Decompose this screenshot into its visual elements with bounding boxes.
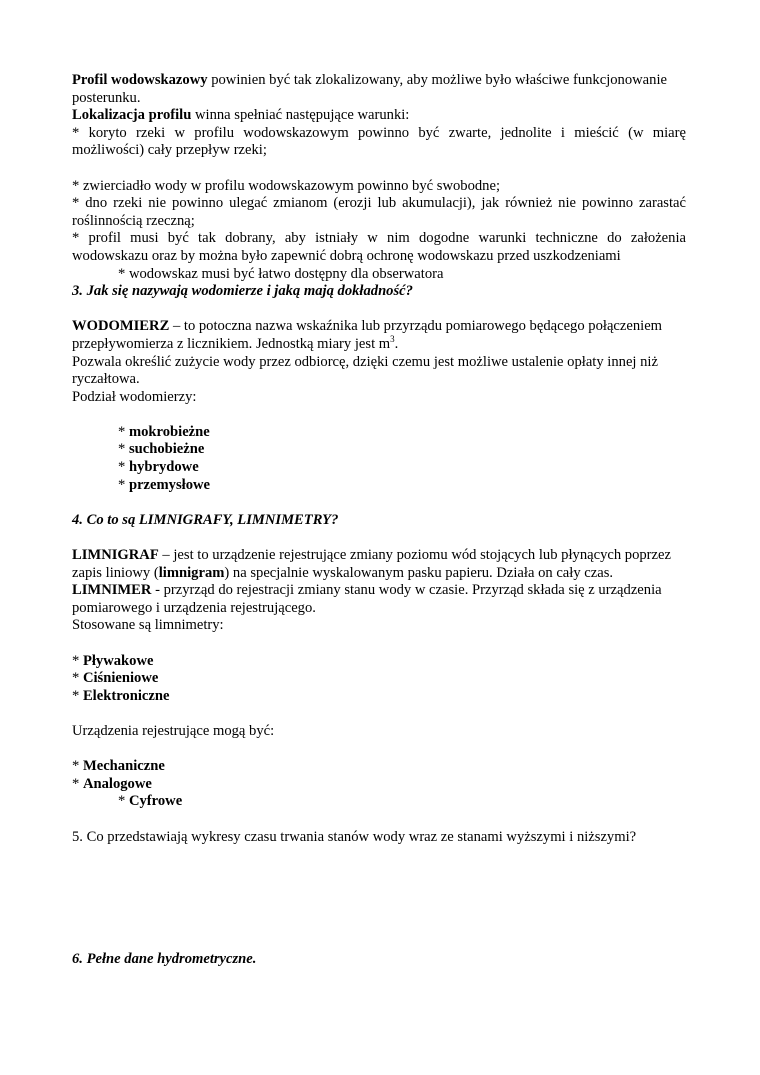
list-item: * Ciśnieniowe [72,670,159,687]
location-intro [72,107,686,125]
limnigraf-definition [72,547,686,582]
unit-superscript: 3 [390,333,395,344]
recorder-type: Mechaniczne [82,758,165,775]
profile-intro [72,72,686,107]
list-item: * Pływakowe [72,652,154,669]
location-intro-text: winna spełniać następujące warunki: [191,107,410,124]
question-6-heading: 6. Pełne dane hydrometryczne. [72,951,257,968]
limnimetr-type: Pływakowe [82,652,154,669]
list-item: * przemysłowe [118,476,211,493]
limnigraf-text-1: – jest to urządzenie rejestrujące zmiany poziomu wód stojących lub płynących poprzez zapis liniowy ( [72,547,671,581]
definition-end: . [394,335,399,352]
condition-1: * koryto rzeki w profilu wodowskazowym powinno być zwarte, jednolite i mieścić (w miarę możliwości) cały przepływ rzeki; [72,124,686,159]
document-page [72,72,686,969]
list-item: * Mechaniczne [72,758,165,775]
condition-4: * profil musi być tak dobrany, aby istniały w nim dogodne warunki techniczne do założenia wodowskazu oraz by można było zapewnić dobrą ochronę wodowskazu przed uszkodzeniami [72,230,686,264]
list-item: * Elektroniczne [72,687,170,704]
wodomierz-type: hybrydowe [128,459,199,476]
limnimetr-type: Elektroniczne [82,687,170,704]
wodomierz-division-label: Podział wodomierzy: [72,388,197,405]
limnimetry-label: Stosowane są limnimetry: [72,617,224,634]
limnimer-text: - przyrząd do rejestracji zmiany stanu wody w czasie. Przyrząd składa się z urządzenia pomiarowego i urządzenia rejestrującego. [72,582,662,616]
recorders-label: Urządzenia rejestrujące mogą być: [72,722,275,739]
profile-intro-text: powinien być tak zlokalizowany, aby możliwe było właściwe funkcjonowanie posterunku. [72,72,667,106]
condition-5: * wodowskaz musi być łatwo dostępny dla obserwatora [118,265,444,282]
wodomierz-text: – to potoczna nazwa wskaźnika lub przyrządu pomiarowego będącego połączeniem przepływomierza z licznikiem. Jednostką miary jest m [72,318,663,352]
condition-2: * zwierciadło wody w profilu wodowskazowym powinno być swobodne; [72,177,501,194]
location-term: Lokalizacja profilu [72,107,192,124]
list-item: * Analogowe [72,775,152,792]
limnigraf-term: LIMNIGRAF [72,547,159,564]
wodomierz-description: Pozwala określić zużycie wody przez odbiorcę, dzięki czemu jest możliwe ustalenie opłaty innej niż ryczałtowa. [72,353,658,388]
limnigram-term: limnigram [158,564,225,581]
recorder-type: Analogowe [82,775,152,792]
limnimer-definition [72,582,686,617]
list-item: * mokrobieżne [118,423,210,440]
wodomierz-term: WODOMIERZ [72,318,170,335]
recorder-type: Cyfrowe [128,793,183,810]
list-item: * Cyfrowe [118,793,183,810]
list-item: * suchobieżne [118,441,205,458]
list-item: * hybrydowe [118,459,199,476]
limnigraf-text-2: ) na specjalnie wyskalowanym pasku papieru. Działa on cały czas. [224,564,614,581]
wodomierz-definition [72,318,686,353]
limnimetr-type: Ciśnieniowe [82,670,159,687]
wodomierz-type: przemysłowe [128,476,211,493]
question-5-text: 5. Co przedstawiają wykresy czasu trwania stanów wody wraz ze stanami wyższymi i niższymi? [72,828,637,845]
profile-term: Profil wodowskazowy [72,72,208,88]
question-4-heading: 4. Co to są LIMNIGRAFY, LIMNIMETRY? [72,511,339,528]
wodomierz-type: mokrobieżne [128,423,210,440]
limnimer-term: LIMNIMER [72,582,152,599]
condition-3: * dno rzeki nie powinno ulegać zmianom (erozji lub akumulacji), jak również nie powinno zarastać roślinnością rzeczną; [72,195,686,229]
question-3-heading: 3. Jak się nazywają wodomierze i jaką mają dokładność? [72,283,413,300]
wodomierz-type: suchobieżne [128,441,205,458]
